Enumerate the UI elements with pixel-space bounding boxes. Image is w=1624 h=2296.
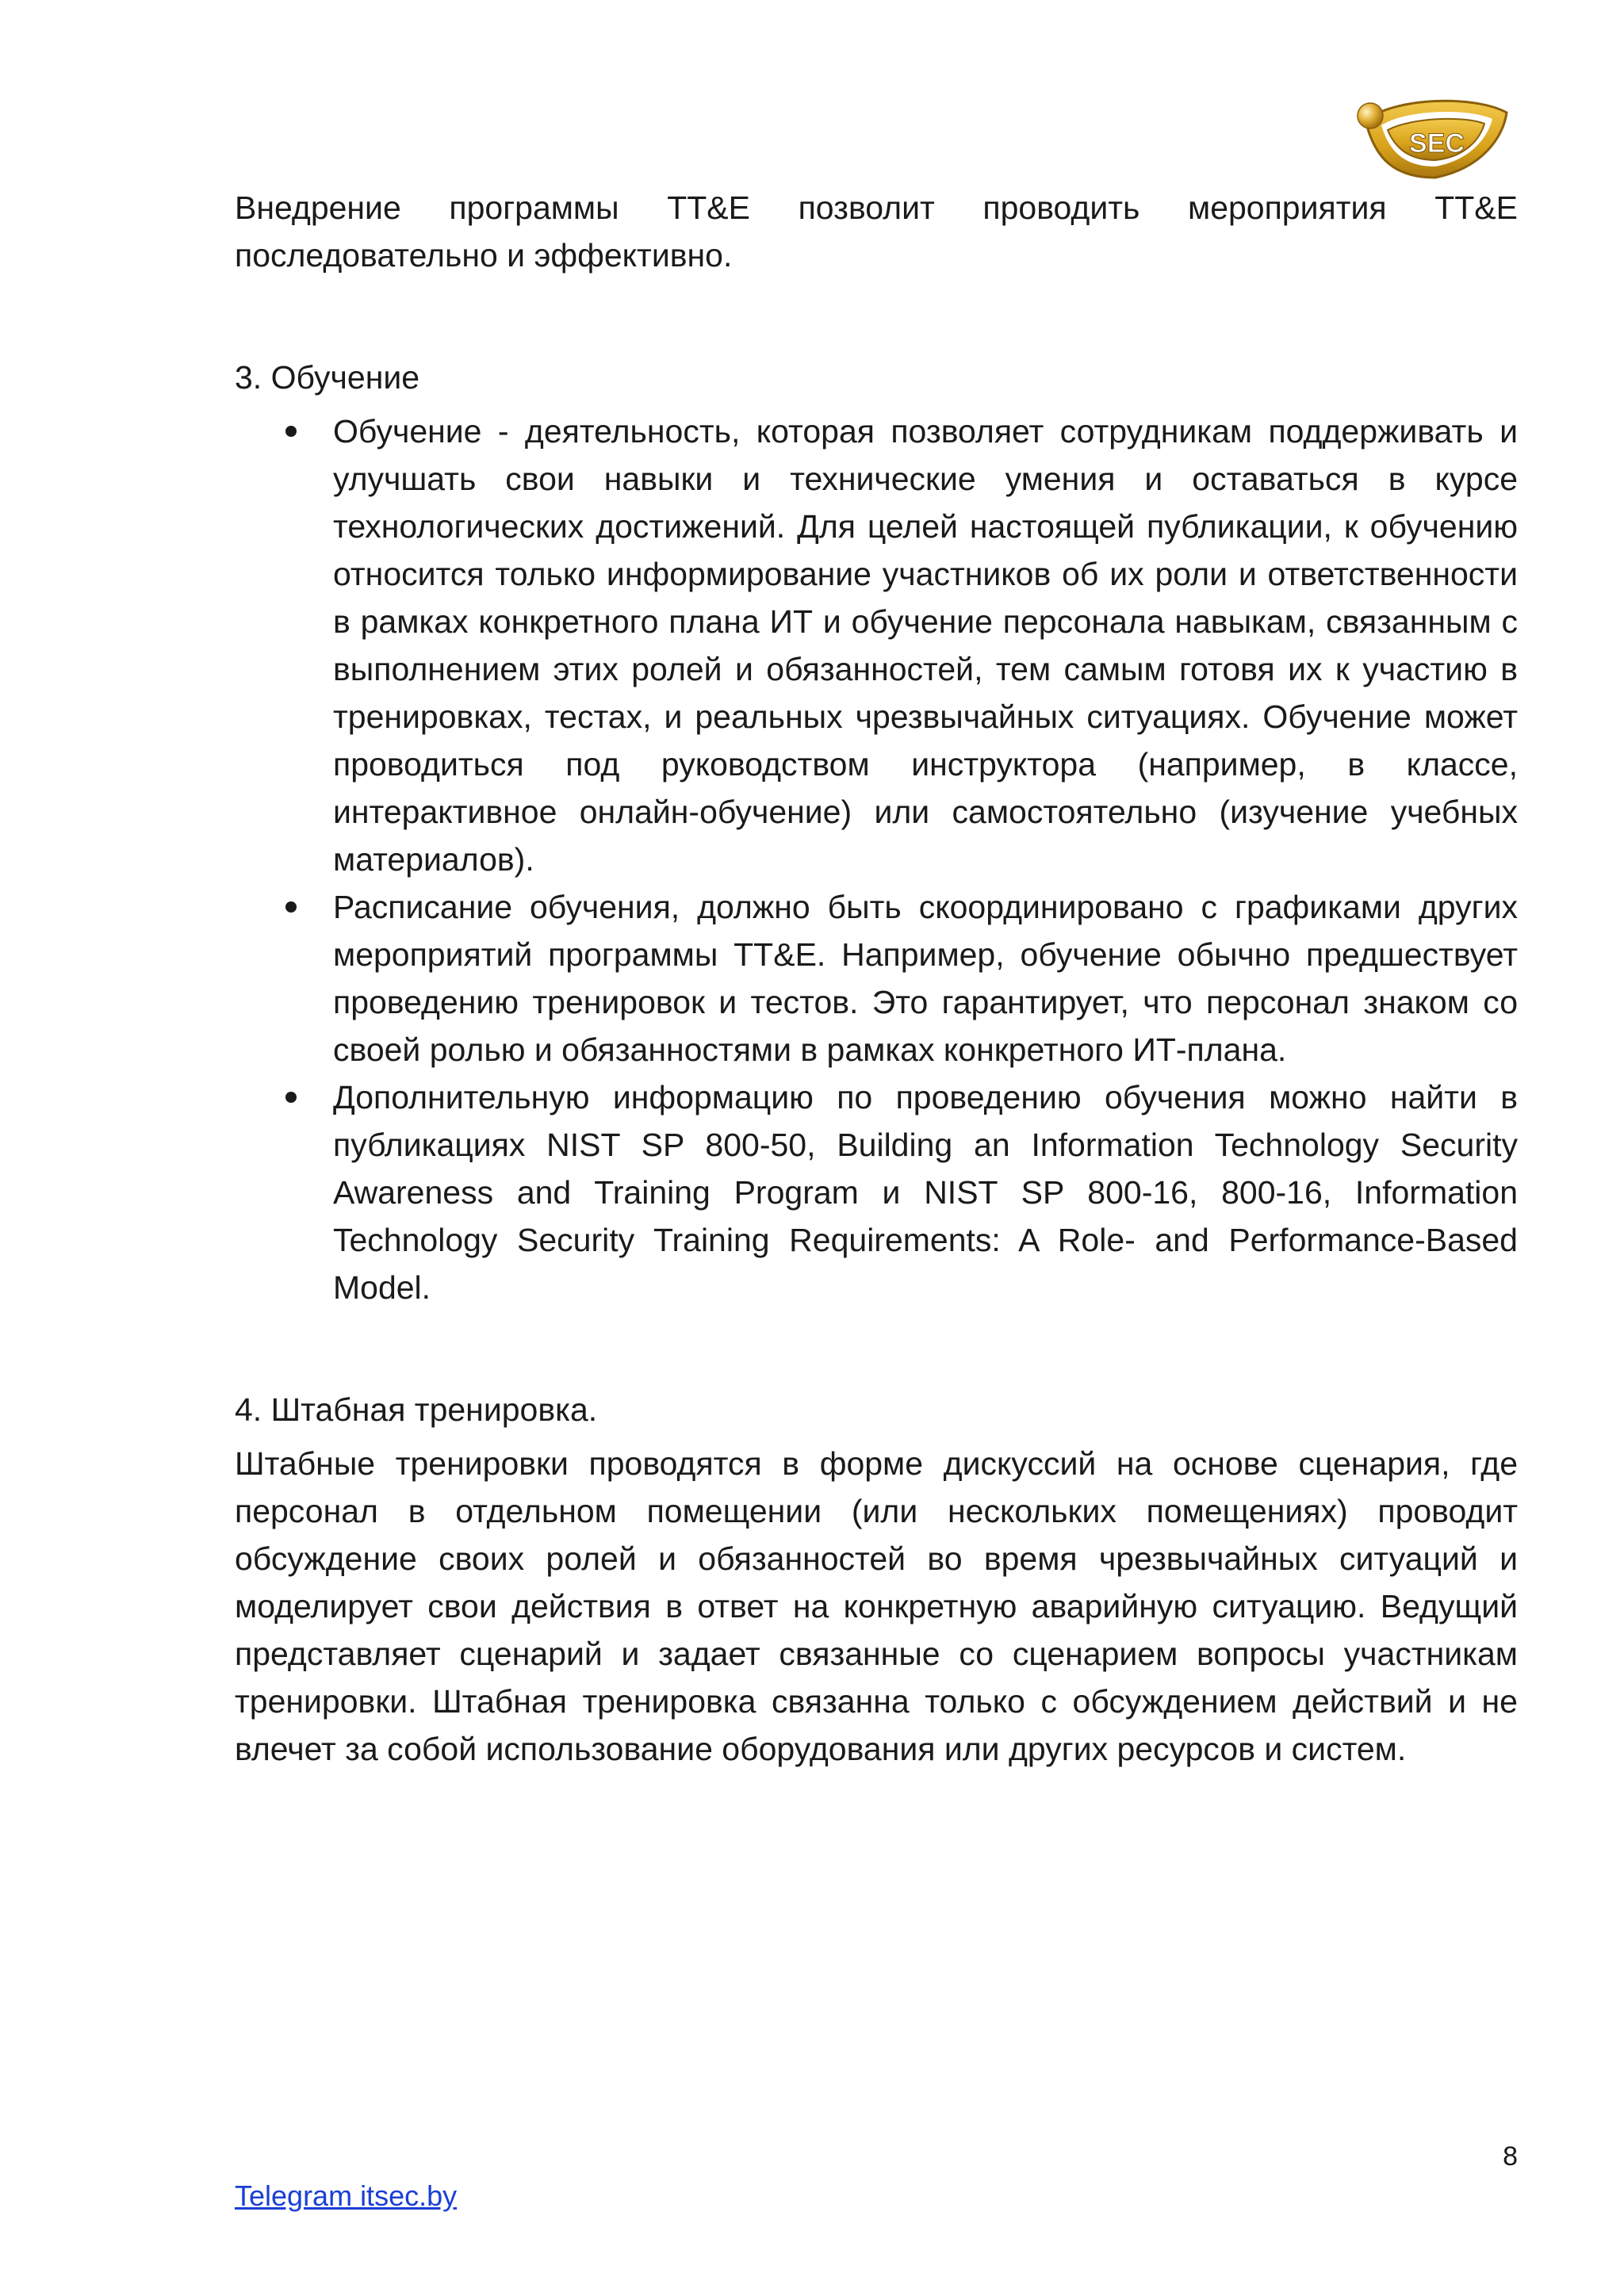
bullet-icon [285, 901, 297, 913]
section-3-bullet-list [235, 408, 1518, 1311]
document-body [235, 184, 1518, 1773]
bullet-icon [285, 1092, 297, 1103]
list-item-text: Расписание обучения, должно быть скоординировано с графиками других мероприятий программы TT&E. Например, обучение обычно предшествует проведению тренировок и тестов. Это гарантирует, что персонал знаком со своей ролью и обязанностями в рамках конкретного ИТ-плана. [333, 889, 1518, 1068]
section-3-heading: 3. Обучение [235, 359, 420, 396]
section-4-paragraph: Штабные тренировки проводятся в форме дискуссий на основе сценария, где персонал в отдельном помещении (или нескольких помещениях) проводит обсуждение своих ролей и обязанностей во время чрезвычайных ситуаций и моделирует свои действия в ответ на конкретную аварийную ситуацию. Ведущий представляет сценарий и задает связанные со сценарием вопросы участникам тренировки. Штабная тренировка связанна только с обсуждением действий и не влечет за собой использование оборудования или других ресурсов и систем. [235, 1445, 1518, 1767]
section-4-heading: 4. Штабная тренировка. [235, 1391, 598, 1428]
sec-logo [1348, 89, 1515, 184]
logo-text: SEC [1409, 128, 1465, 159]
list-item [235, 883, 1518, 1073]
page-number: 8 [1503, 2141, 1518, 2172]
bullet-icon [285, 426, 297, 437]
list-item-text: Дополнительную информацию по проведению обучения можно найти в публикациях NIST SP 800-50, Building an Information Technology Security Awareness and Training Program и NIST SP 800-16, 800-16, Information Technology Security Training Requirements: A Role- and Performance-Based Model. [333, 1079, 1518, 1306]
list-item-text: Обучение - деятельность, которая позволяет сотрудникам поддерживать и улучшать свои навыки и технические умения и оставаться в курсе технологических достижений. Для целей настоящей публикации, к обучению относится только информирование участников об их роли и ответственности в рамках конкретного плана ИТ и обучение персонала навыкам, связанным с выполнением этих ролей и обязанностей, тем самым готовя их к участию в тренировках, тестах, и реальных чрезвычайных ситуациях. Обучение может проводиться под руководством инструктора (например, в классе, интерактивное онлайн-обучение) или самостоятельно (изучение учебных материалов). [333, 413, 1518, 878]
list-item [235, 1073, 1518, 1311]
intro-paragraph: Внедрение программы TT&E позволит проводить мероприятия TT&E последовательно и эффективно. [235, 189, 1518, 274]
list-item [235, 408, 1518, 883]
telegram-link[interactable]: Telegram itsec.by [235, 2179, 458, 2212]
